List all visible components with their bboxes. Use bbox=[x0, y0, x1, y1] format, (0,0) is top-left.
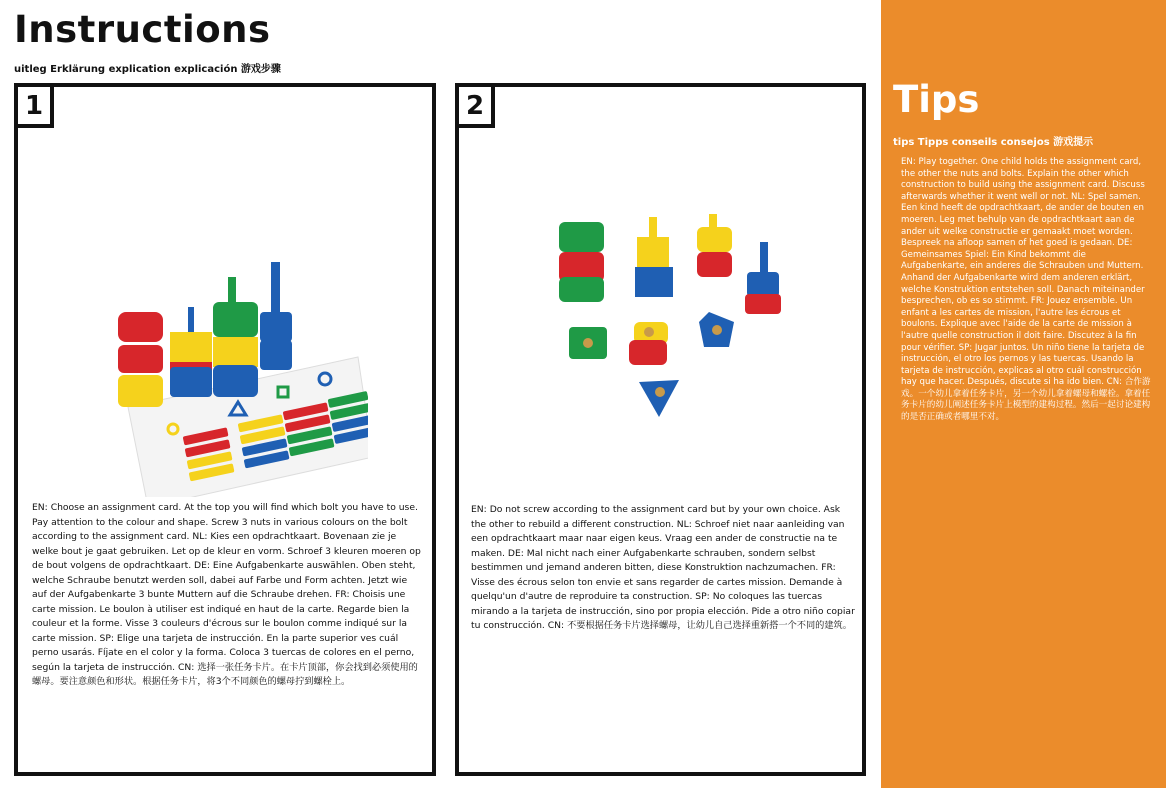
tips-text: EN: Play together. One child holds the assignment card, the other the nuts and bolts. Explain the other which construction to build using the assignment card. Discuss afterwards whether it went well or not. NL: Spel samen. Een kind heeft de opdrachtkaart, de ander de bouten en moeren. Leg met behulp van de opdrachtkaart aan de ander uit welke constructie er gemaakt moet worden. Bespreek na afloop samen of het goed is gedaan. DE: Gemeinsames Spiel: Ein Kind bekommt die Aufgabenkarte, ein anderes die Schrauben und Muttern. Anhand der Aufgabenkarte wird dem anderen erklärt, welche Konstruktion entstehen soll. Danach miteinander besprechen, ob es so stimmt. FR: Jouez ensemble. Un enfant a les cartes de mission, l'autre les écrous et boulons. Explique avec l'aide de la carte de mission à l'autre quelle construction il doit faire. Discutez à la fin pour vérifier. SP: Jugar juntos. Un niño tiene la tarjeta de instrucción, el otro los pernos y las tuercas. Usando la tarjeta de instrucción, explicas al otro cuál construcción hay que hacer. Después, discute si ha ido bien. CN: 合作游戏。一个幼儿拿着任务卡片，另一个幼儿拿着螺母和螺栓。拿着任务卡片的幼儿阐述任务卡片上模型的建构过程。然后一起讨论建构的是否正确或者哪里不对。 bbox=[901, 157, 1151, 423]
step-card-2 bbox=[455, 83, 866, 776]
bolt-stack-green-blue bbox=[213, 277, 258, 397]
tips-panel bbox=[881, 0, 1166, 788]
page-subtitle: uitleg Erklärung explication explicación 游戏步骤 bbox=[14, 64, 281, 75]
step-2-text: EN: Do not screw according to the assignment card but by your own choice. Ask the other to rebuild a different construction. NL: Schroef niet naar aanleiding van een opdrachtkaart maar naar eigen keus. Vraag een ander de constructie na te maken. DE: Mal nicht nach einer Aufgabenkarte schrauben, sondern selbst bestimmen und jemand anderen bitten, diese Konstruktion nachzumachen. FR: Visse des écrous selon ton envie et sans regarder de cartes mission. Demande à quelqu'un d'autre de reproduire ta construction. SP: No coloques las tuercas mirando a la tarjeta de instrucción, sino por propia elección. Pide a otro niño copiar tu construcción. CN: 不要根据任务卡片选择螺母，让幼儿自己选择重新搭一个不同的建筑。 bbox=[471, 504, 855, 631]
loose-nuts bbox=[569, 312, 734, 417]
bolt-stack-blue bbox=[260, 262, 292, 370]
tips-subtitle: tips Tipps conseils consejos 游戏提示 bbox=[893, 137, 1094, 148]
step-1-text: EN: Choose an assignment card. At the top you will find which bolt you have to use. Pay attention to the colour and shape. Screw 3 nuts in various colours on the bolt according to the assignment card. NL: Kies een opdrachtkaart. Bovenaan zie je welke bout je gaat gebruiken. Let op de kleur en vorm. Schroef 3 kleuren moeren op de bout volgens de opdrachtkaart. DE: Eine Aufgabenkarte auswählen. Oben steht, welche Schraube benutzt werden soll, dabei auf Farbe und Form achten. Jetzt wie auf der Aufgabenkarte 3 bunte Muttern auf die Schraube drehen. FR: Choisis une carte mission. Le boulon à utiliser est indiqué en haut de la carte. Regarde bien la couleur et la forme. Visse 3 couleurs d'écrous sur le boulon comme indiqué sur la carte mission. SP: Elige una tarjeta de instrucción. En la parte superior ves cuál perno usarás. Fíjate en el color y la forma. Coloca 3 tuercas de colores en el perno, según la tarjeta de instrucción. CN: 选择一张任务卡片。在卡片顶部，你会找到必须使用的螺母。要注意颜色和形状。根据任务卡片，将3个不同颜色的螺母拧到螺栓上。 bbox=[32, 502, 421, 687]
stack-yellow-red bbox=[697, 214, 732, 277]
stack-blue-red bbox=[745, 242, 781, 314]
bolt-stack-red-yellow bbox=[118, 312, 163, 407]
step-card-1 bbox=[14, 83, 436, 776]
toy-illustration-assignment-card bbox=[88, 207, 368, 497]
step-number-badge: 2 bbox=[455, 83, 495, 128]
page-title: Instructions bbox=[14, 8, 271, 51]
tips-title: Tips bbox=[893, 78, 980, 121]
stack-yellow-blue bbox=[635, 217, 673, 297]
toy-illustration-free-build bbox=[549, 212, 799, 442]
step-number-badge: 1 bbox=[14, 83, 54, 128]
bolt-stack-blue-yellow bbox=[170, 307, 212, 397]
stack-green-red bbox=[559, 222, 604, 302]
